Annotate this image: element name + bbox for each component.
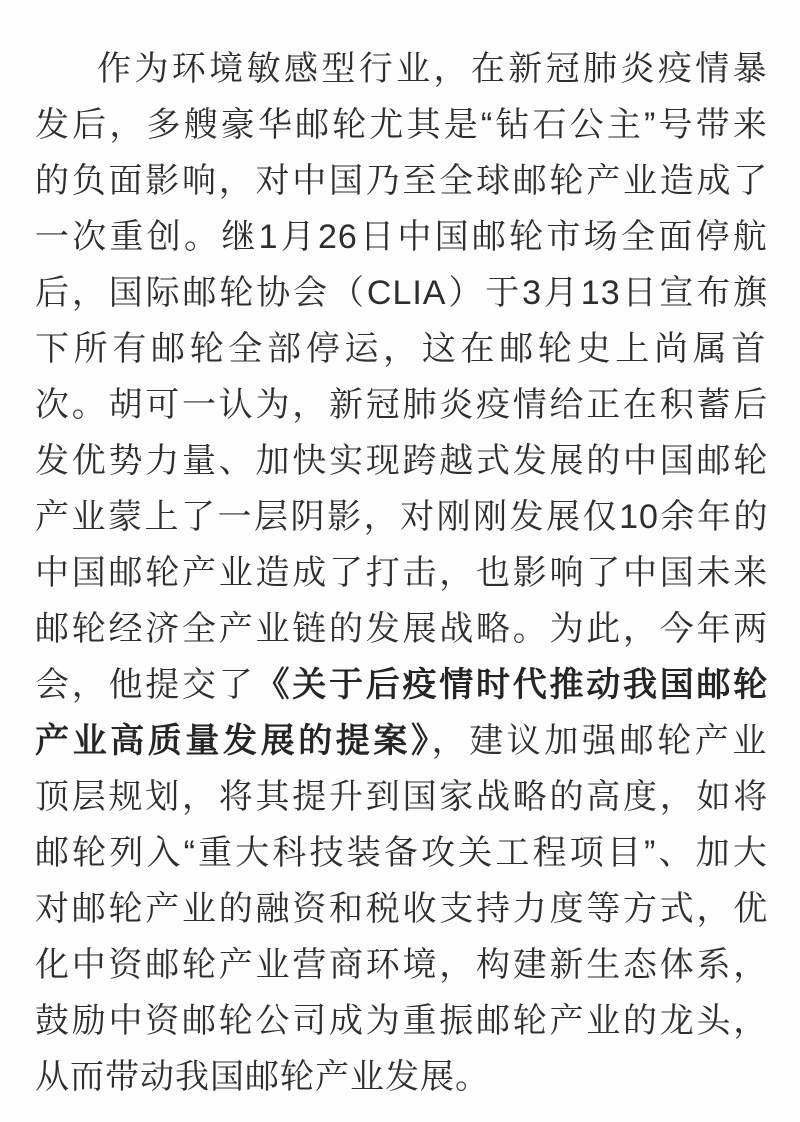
text-line xyxy=(35,265,770,321)
text-line xyxy=(35,881,770,937)
text-line xyxy=(35,41,770,97)
text-segment: 邮轮经济全产业链的发展战略。为此，今年两 xyxy=(35,610,770,648)
text-segment: 会，他提交了 xyxy=(35,666,256,704)
text-segment: ，建议加强邮轮产业 xyxy=(431,722,770,760)
text-segment: 从而带动我国邮轮产业发展。 xyxy=(35,1058,490,1096)
text-segment: 的负面影响，对中国乃至全球邮轮产业造成了 xyxy=(35,162,770,200)
text-segment: 中国邮轮产业造成了打击，也影响了中国未来 xyxy=(35,554,770,592)
text-line xyxy=(35,97,770,153)
text-line xyxy=(35,433,770,489)
bold-text-segment: 《关于后疫情时代推动我国邮轮 xyxy=(255,666,770,704)
text-line xyxy=(35,657,770,713)
text-segment: 产业蒙上了一层阴影，对刚刚发展仅10余年的 xyxy=(35,498,770,536)
text-segment: 鼓励中资邮轮公司成为重振邮轮产业的龙头， xyxy=(35,1002,770,1040)
text-segment: 发优势力量、加快实现跨越式发展的中国邮轮 xyxy=(35,442,770,480)
text-segment: 顶层规划，将其提升到国家战略的高度，如将 xyxy=(35,778,770,816)
text-line xyxy=(35,937,770,993)
text-line xyxy=(35,601,770,657)
text-line xyxy=(35,209,770,265)
text-segment: 对邮轮产业的融资和税收支持力度等方式，优 xyxy=(35,890,770,928)
text-line xyxy=(35,545,770,601)
text-segment: 下所有邮轮全部停运，这在邮轮史上尚属首 xyxy=(35,330,770,368)
bold-text-segment: 产业高质量发展的提案》 xyxy=(35,722,432,760)
text-line xyxy=(35,993,770,1049)
text-segment: 一次重创。继1月26日中国邮轮市场全面停航 xyxy=(35,218,770,256)
text-segment: 化中资邮轮产业营商环境，构建新生态体系， xyxy=(35,946,770,984)
text-line xyxy=(35,825,770,881)
text-line xyxy=(35,489,770,545)
text-segment: 邮轮列入“重大科技装备攻关工程项目”、加大 xyxy=(35,834,770,872)
text-segment: 后，国际邮轮协会（CLIA）于3月13日宣布旗 xyxy=(35,274,770,312)
text-line xyxy=(35,153,770,209)
text-line xyxy=(35,1049,770,1105)
text-line xyxy=(35,713,770,769)
text-segment: 作为环境敏感型行业，在新冠肺炎疫情暴 xyxy=(97,50,770,88)
text-line xyxy=(35,377,770,433)
text-line xyxy=(35,769,770,825)
text-segment: 次。胡可一认为，新冠肺炎疫情给正在积蓄后 xyxy=(35,386,770,424)
text-line xyxy=(35,321,770,377)
text-segment: 发后，多艘豪华邮轮尤其是“钻石公主”号带来 xyxy=(35,106,770,144)
